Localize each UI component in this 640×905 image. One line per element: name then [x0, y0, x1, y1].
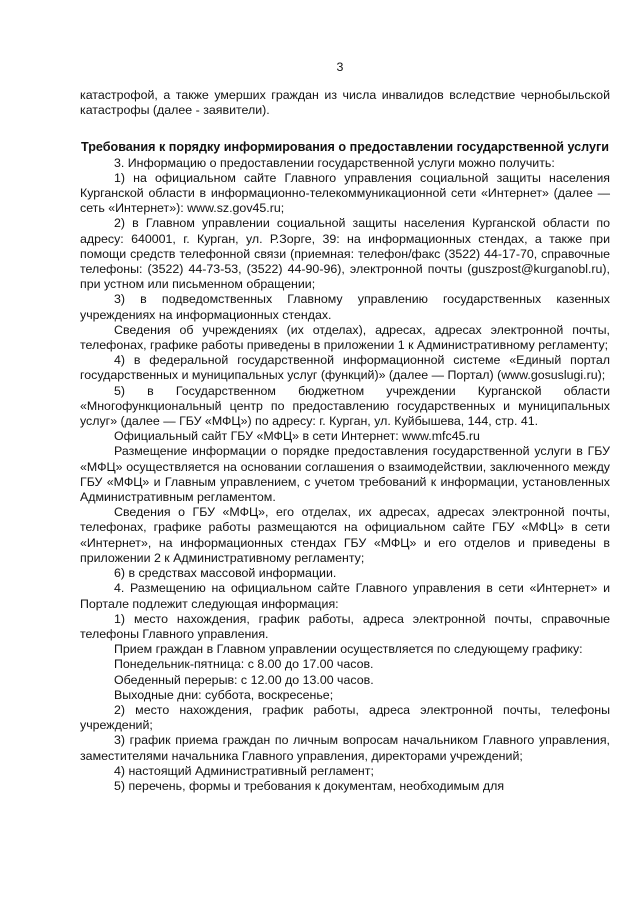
- paragraph: Сведения об учреждениях (их отделах), адресах, адресах электронной почты, телефонах, графике работы приведены в приложении 1 к Административному регламенту;: [80, 322, 610, 353]
- document-body: [80, 88, 610, 794]
- paragraph: 3) в подведомственных Главному управлению государственных казенных учреждениях на информационных стендах.: [80, 292, 610, 322]
- paragraph: 5) в Государственном бюджетном учреждении Курганской области «Многофункциональный центр по предоставлению государственных и муниципальных услуг» (далее — ГБУ «МФЦ») по адресу: г. Курган, ул. Куйбышева, 144, стр. 41.: [80, 383, 610, 429]
- paragraph: Сведения о ГБУ «МФЦ», его отделах, их адресах, адресах электронной почты, телефонах, графике работы размещаются на официальном сайте ГБУ «МФЦ» в сети «Интернет», на информационных стендах ГБУ «МФЦ» и его отделов и приведены в приложении 2 к Административному регламенту;: [80, 505, 610, 565]
- paragraph: 2) место нахождения, график работы, адреса электронной почты, телефоны учреждений;: [80, 702, 610, 733]
- paragraph: 4) настоящий Административный регламент;: [114, 763, 374, 778]
- paragraph: Официальный сайт ГБУ «МФЦ» в сети Интернет: www.mfc45.ru: [114, 429, 480, 444]
- paragraph: 6) в средствах массовой информации.: [114, 566, 337, 581]
- paragraph: 2) в Главном управлении социальной защиты населения Курганской области по адресу: 640001, г. Курган, ул. Р.Зорге, 39: на информационных стендах, а также при помощи средств телефонной связи (приемная: телефон/факс (3522) 44-17-70, справочные телефоны: (3522) 44-73-53, (3522) 44-90-96), электронной почты (guszpost@kurganobl.ru), при устном или письменном обращении;: [80, 216, 610, 292]
- page-number: 3: [336, 60, 344, 74]
- paragraph: 1) на официальном сайте Главного управления социальной защиты населения Курганской области в информационно-телекоммуникационной сети «Интернет» (далее — сеть «Интернет»): www.sz.gov45.ru;: [80, 170, 610, 216]
- intro-paragraph: катастрофой, а также умерших граждан из числа инвалидов вследствие чернобыльской катастрофы (далее - заявители).: [80, 88, 610, 118]
- paragraph: Обеденный перерыв: с 12.00 до 13.00 часов.: [114, 672, 374, 687]
- paragraph: Понедельник-пятница: с 8.00 до 17.00 часов.: [114, 657, 374, 672]
- paragraph: 3) график приема граждан по личным вопросам начальником Главного управления, заместителями начальника Главного управления, директорами учреждений;: [80, 733, 610, 763]
- paragraph: 3. Информацию о предоставлении государственной услуги можно получить:: [114, 155, 555, 170]
- paragraph: Размещение информации о порядке предоставления государственной услуги в ГБУ «МФЦ» осуществляется на основании соглашения о взаимодействии, заключенного между ГБУ «МФЦ» и Главным управлением, с учетом требований к информации, установленных Административным регламентом.: [80, 444, 610, 505]
- paragraph: Прием граждан в Главном управлении осуществляется по следующему графику:: [114, 642, 583, 657]
- paragraph: Выходные дни: суббота, воскресенье;: [114, 687, 334, 702]
- section-heading: Требования к порядку информирования о предоставлении государственной услуги: [80, 140, 609, 155]
- paragraph: 4. Размещению на официальном сайте Главного управления в сети «Интернет» и Портале подлежит следующая информация:: [80, 581, 610, 611]
- paragraph: 4) в федеральной государственной информационной системе «Единый портал государственных и муниципальных услуг (функций)» (далее — Портал) (www.gosuslugi.ru);: [80, 353, 610, 383]
- paragraph: 5) перечень, формы и требования к документам, необходимым для: [114, 778, 505, 793]
- paragraph: 1) место нахождения, график работы, адреса электронной почты, справочные телефоны Главного управления.: [80, 611, 610, 641]
